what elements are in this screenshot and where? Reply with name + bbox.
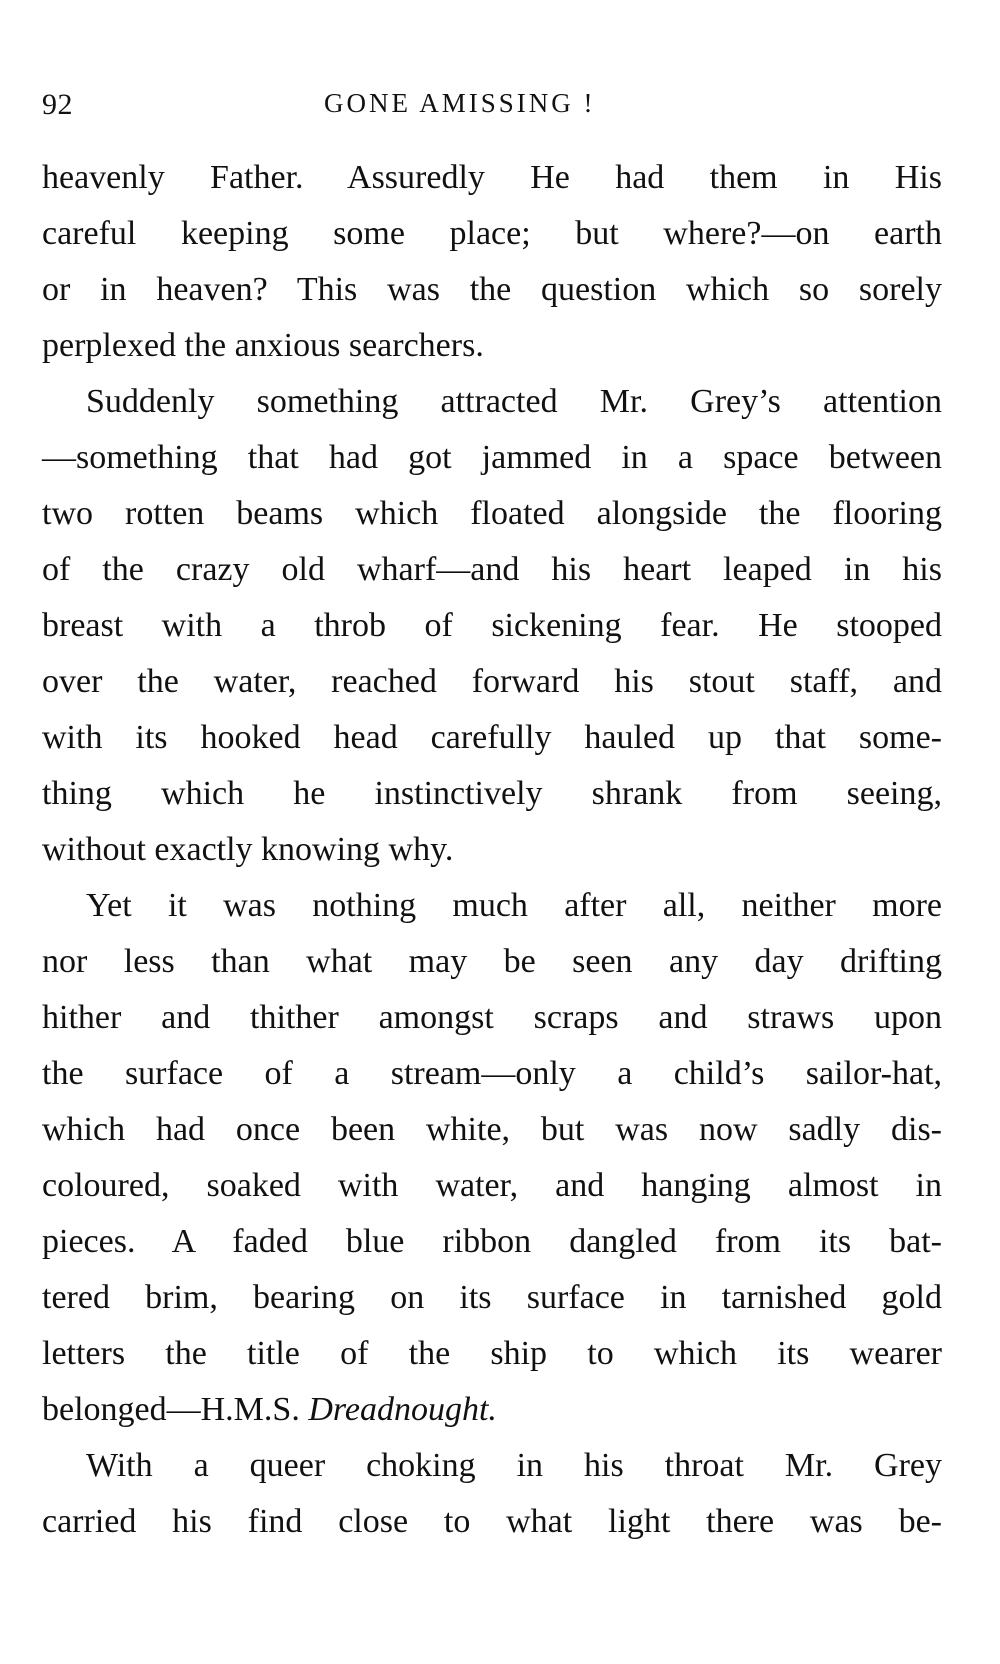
text-line: heavenly Father. Assuredly He had them in His [42,159,942,196]
text-line: which had once been white, but was now sadly dis- [42,1111,942,1148]
text-line: Yet it was nothing much after all, neither more [86,887,942,924]
text-line: With a queer choking in his throat Mr. Grey [86,1447,942,1484]
text-line-segment: belonged—H.M.S. [42,1391,309,1428]
text-line: of the crazy old wharf—and his heart leaped in his [42,551,942,588]
text-line: coloured, soaked with water, and hanging almost in [42,1167,942,1204]
paragraph-1 [42,150,942,374]
page-number: 92 [42,88,73,121]
text-line [42,1382,942,1438]
text-line: perplexed the anxious searchers. [42,327,484,364]
text-line: or in heaven? This was the question which so sorely [42,271,942,308]
text-line: hither and thither amongst scraps and straws upon [42,999,942,1036]
text-line: without exactly knowing why. [42,831,454,868]
text-line: careful keeping some place; but where?—on earth [42,215,942,252]
text-line: with its hooked head carefully hauled up that some- [42,719,942,756]
text-line: tered brim, bearing on its surface in tarnished gold [42,1279,942,1316]
text-line: over the water, reached forward his stout staff, and [42,663,942,700]
running-head [42,88,942,138]
body-text [42,150,942,1550]
text-line: carried his find close to what light there was be- [42,1503,942,1540]
text-line: Suddenly something attracted Mr. Grey’s attention [86,383,942,420]
text-line: —something that had got jammed in a space between [42,439,942,476]
paragraph-3 [42,878,942,1438]
text-line: thing which he instinctively shrank from seeing, [42,775,942,812]
text-line: breast with a throb of sickening fear. He stooped [42,607,942,644]
text-line: letters the title of the ship to which its wearer [42,1335,942,1372]
text-line: pieces. A faded blue ribbon dangled from its bat- [42,1223,942,1260]
ship-name: Dreadnought. [308,1391,497,1428]
text-line: nor less than what may be seen any day drifting [42,943,942,980]
paragraph-4 [42,1438,942,1550]
running-title: GONE AMISSING ! [324,88,596,118]
text-line: the surface of a stream—only a child’s sailor-hat, [42,1055,942,1092]
text-line: two rotten beams which floated alongside the flooring [42,495,942,532]
paragraph-2 [42,374,942,878]
